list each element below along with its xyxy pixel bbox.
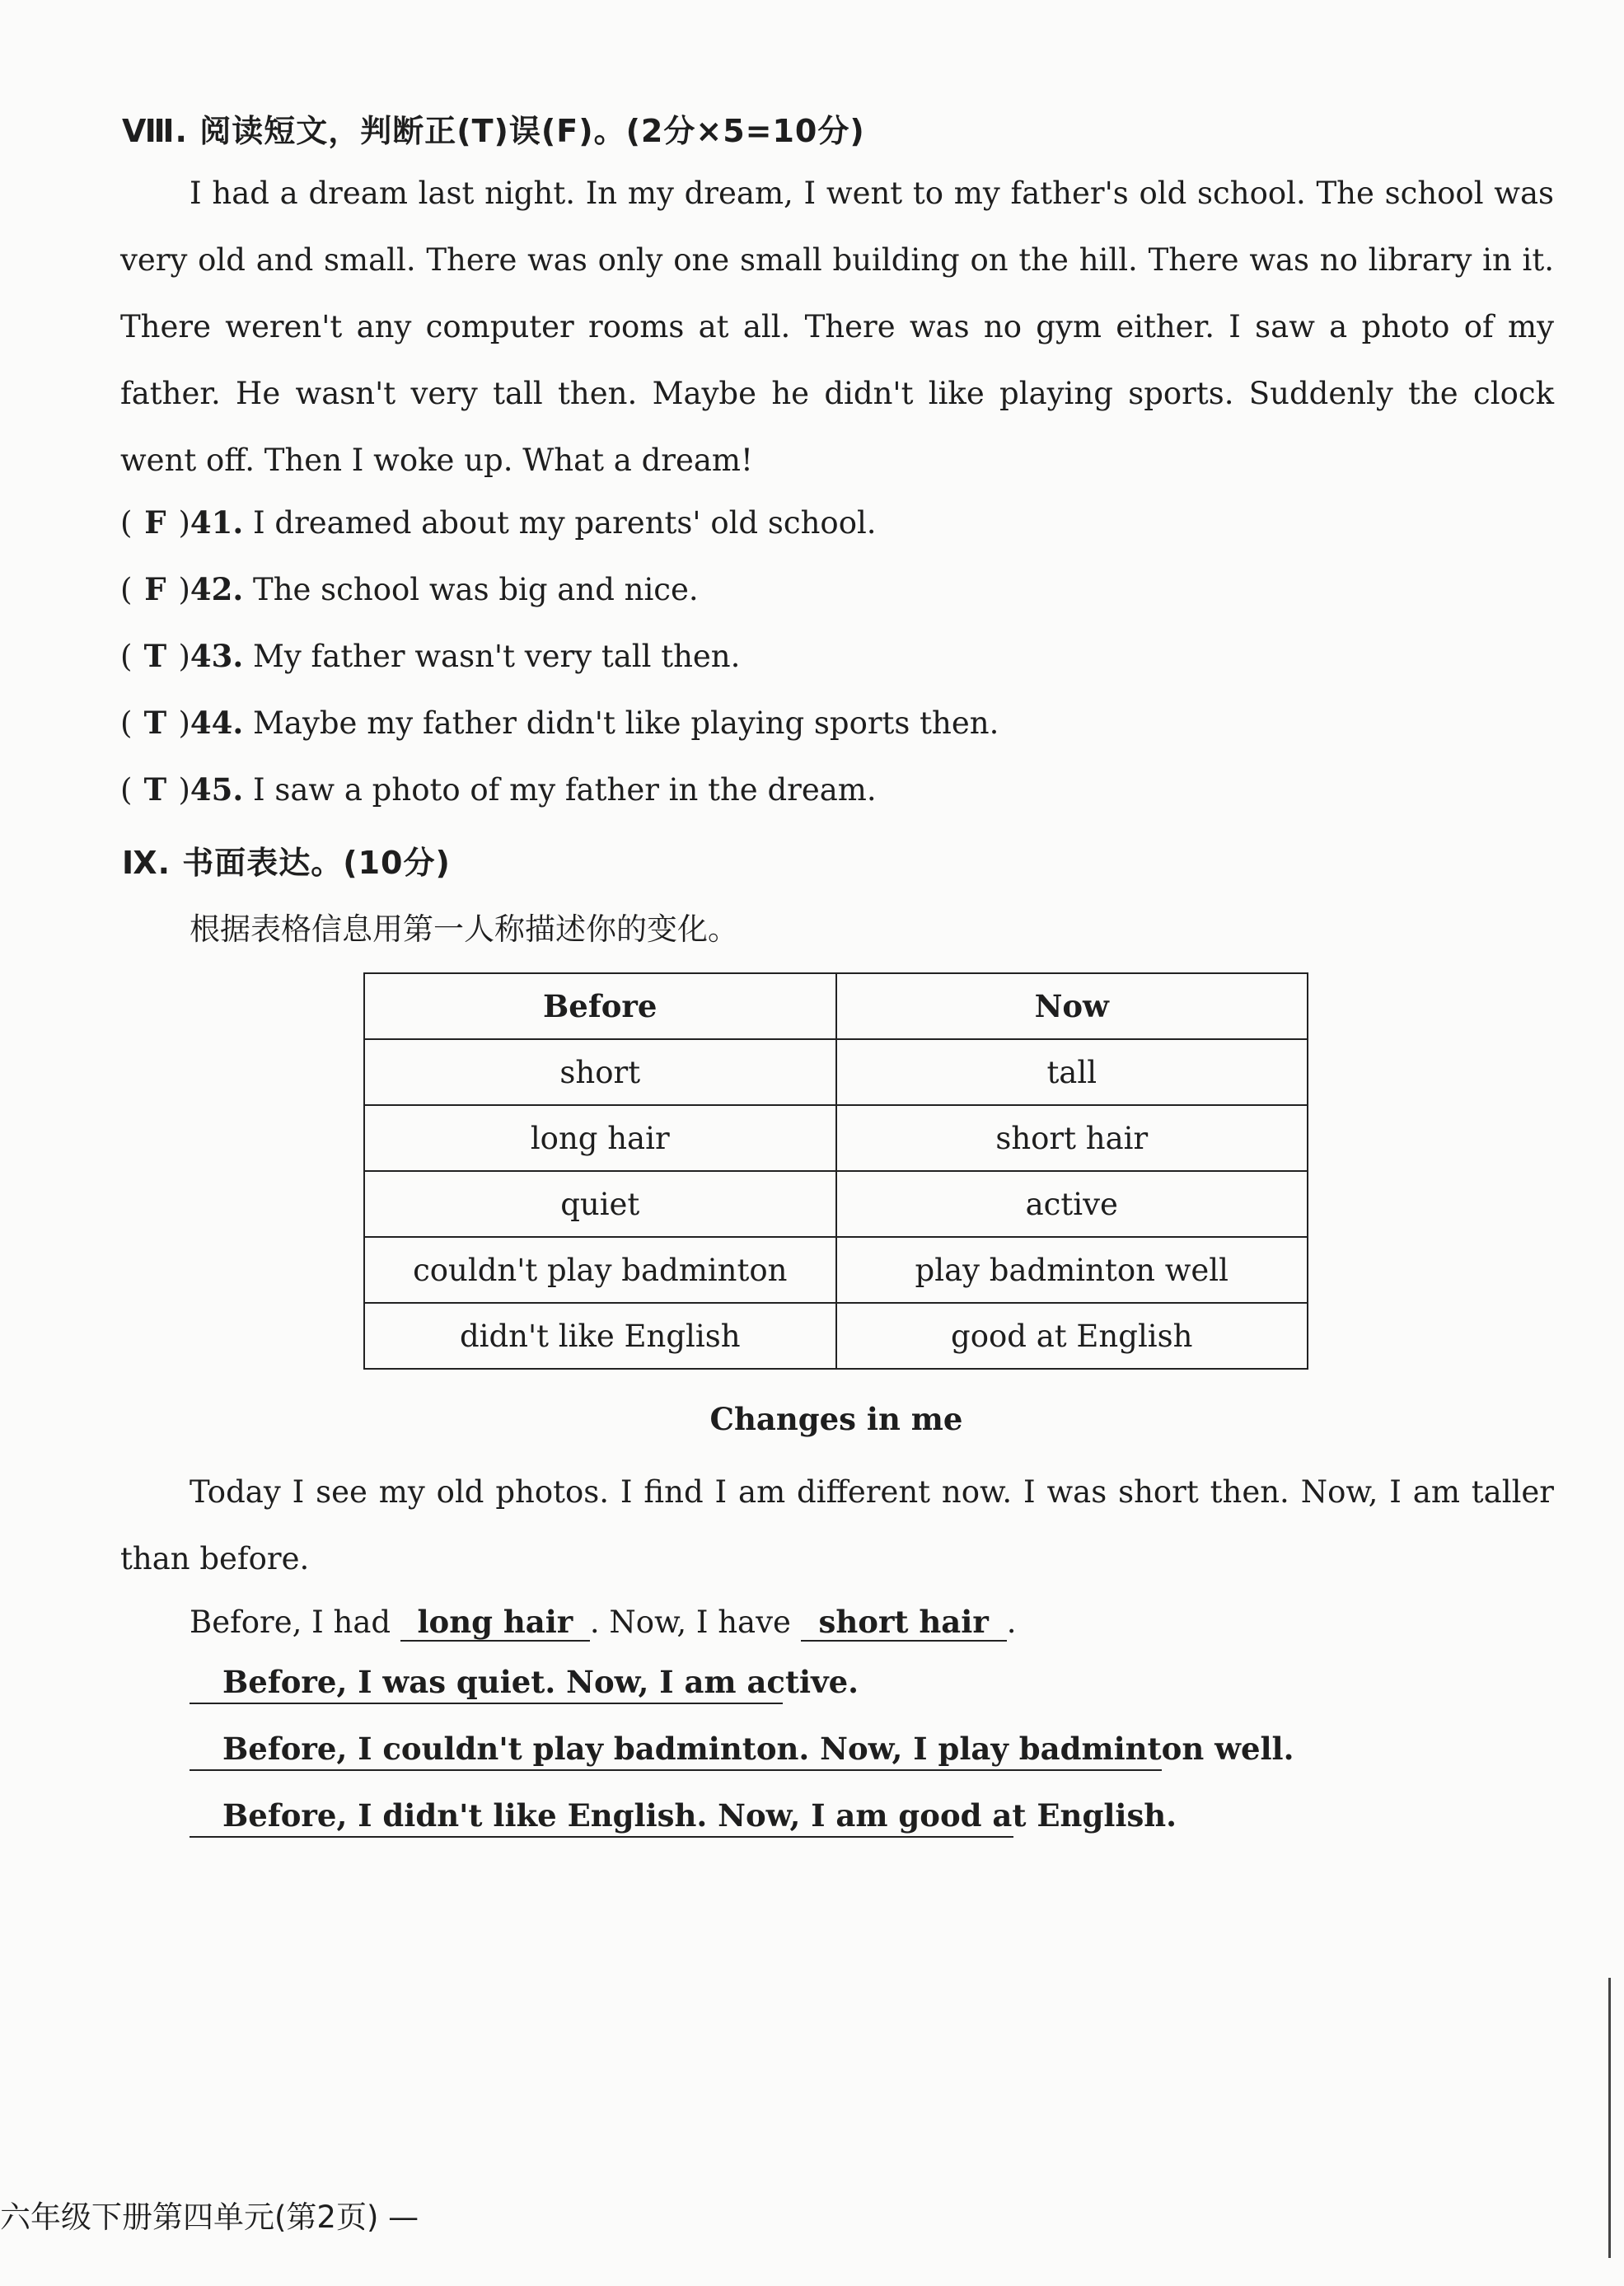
fill-prefix: Before, I had [190, 1604, 400, 1640]
question-43: ( T )43. My father wasn't very tall then. [120, 638, 741, 674]
question-text: Maybe my father didn't like playing sports then. [243, 705, 999, 741]
answer-line-2: Before, I couldn't play badminton. Now, I play badminton well. [190, 1728, 1162, 1771]
question-41: ( F )41. I dreamed about my parents' old school. [120, 504, 877, 541]
table-cell: short [364, 1039, 836, 1105]
fill-in-sentence [190, 1604, 1016, 1642]
reading-passage: I had a dream last night. In my dream, I went to my father's old school. The school was very old and small. There was only one small building on the hill. There was no library in it. There weren't any computer rooms at all. There was no gym either. I saw a photo of my father. He wasn't very tall then. Maybe he didn't like playing sports. Suddenly the clock went off. Then I woke up. What a dream! [120, 176, 1554, 478]
table-cell: tall [836, 1039, 1308, 1105]
table-header-row [364, 973, 1308, 1039]
writing-instruction: 根据表格信息用第一人称描述你的变化。 [190, 911, 738, 947]
page-edge-shadow [1608, 1978, 1611, 2258]
answer-43: T [143, 638, 167, 674]
question-number: 41. [190, 504, 244, 541]
table-cell: didn't like English [364, 1303, 836, 1369]
table-cell: quiet [364, 1171, 836, 1237]
header-before: Before [364, 973, 836, 1039]
table-row [364, 1039, 1308, 1105]
fill-suffix: . [1006, 1604, 1017, 1640]
header-now: Now [836, 973, 1308, 1039]
question-number: 42. [190, 571, 244, 607]
table-row [364, 1303, 1308, 1369]
blank-now: short hair [801, 1604, 1007, 1642]
table-cell: short hair [836, 1105, 1308, 1171]
changes-table [363, 972, 1308, 1370]
question-44: ( T )44. Maybe my father didn't like playing sports then. [120, 705, 999, 741]
table-cell: play badminton well [836, 1237, 1308, 1303]
essay-intro: Today I see my old photos. I find I am different now. I was short then. Now, I am taller than before. [120, 1474, 1554, 1576]
table-cell: couldn't play badminton [364, 1237, 836, 1303]
question-text: I saw a photo of my father in the dream. [243, 772, 877, 808]
section-8-heading: Ⅷ. 阅读短文，判断正(T)误(F)。(2分×5=10分) [122, 113, 865, 149]
section-9-heading: Ⅸ. 书面表达。(10分) [122, 845, 451, 881]
question-number: 45. [190, 771, 244, 808]
answer-line-1: Before, I was quiet. Now, I am active. [190, 1661, 783, 1704]
answer-41: F [144, 504, 166, 541]
answer-line-3: Before, I didn't like English. Now, I am good at English. [190, 1795, 1013, 1838]
essay-title: Changes in me [709, 1401, 963, 1437]
answer-44: T [143, 705, 167, 741]
fill-middle: . Now, I have [589, 1604, 801, 1640]
blank-before: long hair [400, 1604, 590, 1642]
question-45: ( T )45. I saw a photo of my father in the dream. [120, 771, 877, 808]
table-row [364, 1105, 1308, 1171]
question-number: 44. [190, 705, 244, 741]
table-cell: active [836, 1171, 1308, 1237]
answer-45: T [143, 771, 167, 808]
question-42: ( F )42. The school was big and nice. [120, 571, 699, 607]
question-text: I dreamed about my parents' old school. [243, 505, 877, 541]
table-cell: long hair [364, 1105, 836, 1171]
answer-42: F [144, 571, 166, 607]
table-row [364, 1237, 1308, 1303]
page-footer: 六年级下册第四单元(第2页) — [0, 2199, 419, 2235]
table-row [364, 1171, 1308, 1237]
table-cell: good at English [836, 1303, 1308, 1369]
question-text: The school was big and nice. [243, 572, 699, 607]
question-text: My father wasn't very tall then. [243, 639, 741, 674]
question-number: 43. [190, 638, 244, 674]
